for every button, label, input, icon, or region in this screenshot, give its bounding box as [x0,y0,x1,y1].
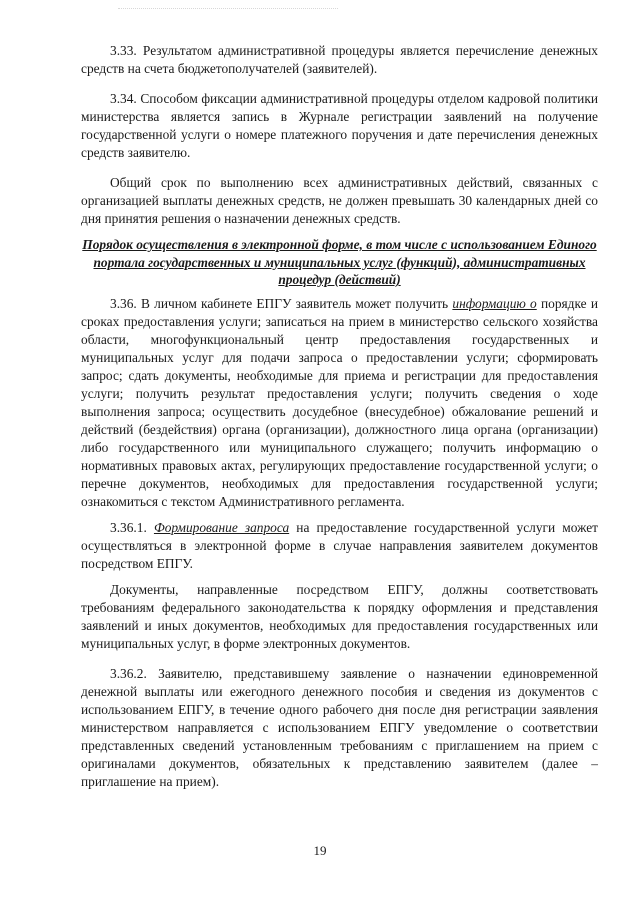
paragraph-general-term: Общий срок по выполнению всех административных действий, связанных с организацией выплаты денежных средств, не должен превышать 30 календарных дней со дня принятия решения о назначении денежных средств. [81,175,598,226]
paragraph-documents: Документы, направленные посредством ЕПГУ, должны соответствовать требованиям федерального законодательства к порядку оформления и представления заявлений и иных документов, необходимых для предоставления государственных или муниципальных услуг, в форме электронных документов. [81,581,598,651]
section-heading: Порядок осуществления в электронной форме, в том числе с использованием Единого портала государственных и муниципальных услуг (функций), административных процедур (действий) [82,237,597,287]
paragraph-3-36-1-lead: 3.36.1. [110,519,154,535]
paragraph-3-36 [81,295,598,511]
paragraph-3-36-1-emphasis: Формирование запроса [153,519,290,535]
scan-artifact [118,8,338,13]
paragraph-3-33: 3.33. Результатом административной процедуры является перечисление денежных средств на счета бюджетополучателей (заявителей). [81,43,598,76]
paragraph-3-36-1 [81,519,598,573]
paragraph-3-34: 3.34. Способом фиксации административной процедуры отделом кадровой политики министерства является запись в Журнале регистрации заявлений на получение государственной услуги о номере платежного поручения и дате перечисления денежных средств заявителю. [81,91,598,160]
page-content [81,42,598,791]
paragraph-3-36-1-rest: на предоставление государственной услуги может осуществляться в электронной форме в случае направления заявителем документов посредством ЕПГУ. [81,519,599,571]
paragraph-3-36-lead: 3.36. В личном кабинете ЕПГУ заявитель может получить [110,295,453,311]
paragraph-3-36-rest: порядке и сроках предоставления услуги; записаться на прием в министерство сельского хозяйства области, многофункциональный центр предоставления государственных и муниципальных услуг для подачи запроса о предоставлении услуги; сформировать запрос; сдать документы, необходимые для приема и регистрации для предоставления услуги; получить результат предоставления услуги; получить сведения о ходе выполнения запроса; осуществить досудебное (внесудебное) обжалование решений и действий (бездействия) органа (организации), должностного лица органа (организации) либо государственного или муниципального служащего; получить информацию о нормативных правовых актах, регулирующих предоставление государственной услуги; о перечне документов, необходимых для предоставления государственной услуги; ознакомиться с текстом Административного регламента. [81,295,598,509]
paragraph-3-36-emphasis: информацию о [452,295,537,311]
page-number: 19 [313,843,327,858]
paragraph-3-36-2: 3.36.2. Заявителю, представившему заявление о назначении единовременной денежной выплаты или ежегодного денежного пособия и сведения из документов с использованием ЕПГУ, в течение одного рабочего дня после дня регистрации заявления министерством направляется с использованием ЕПГУ уведомление о соответствии представленных сведений установленным требованиям с приглашением на прием с оригиналами документов, обязательных к представлению заявителем (далее – приглашение на прием). [81,665,598,789]
